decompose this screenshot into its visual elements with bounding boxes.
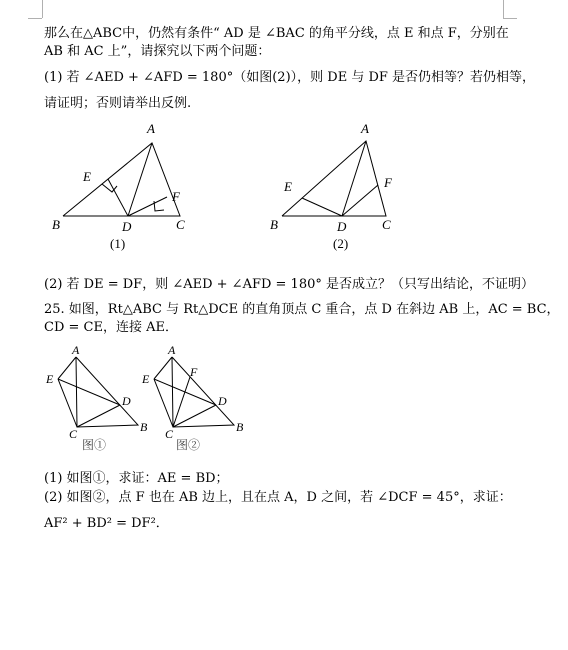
f4-label-a: A	[168, 343, 176, 357]
figure-circle-2	[128, 343, 248, 455]
figure-2	[265, 115, 435, 255]
problem-25: 25. 如图，Rt△ABC 与 Rt△DCE 的直角顶点 C 重合，点 D 在斜边 AB 上，AC = BC，	[44, 302, 560, 317]
f1-label-f: F	[172, 189, 180, 204]
figure-1	[40, 115, 210, 255]
corner-mark-right	[503, 0, 504, 18]
f3-caption: 图①	[82, 438, 107, 452]
corner-mark-left	[42, 0, 43, 18]
f2-label-d: D	[337, 219, 347, 234]
subquestion-2: (2) 如图②，点 F 也在 AB 边上，且在点 A，D 之间，若 ∠DCF = 45°，求证：	[44, 490, 512, 505]
text-line-1: 那么在△ABC中，仍然有条件“ AD 是 ∠BAC 的角平分线，点 E 和点 F，分别在	[44, 26, 509, 41]
f1-label-e: E	[83, 169, 91, 184]
f4-label-b: B	[236, 420, 244, 434]
question-1: (1) 若 ∠AED + ∠AFD = 180°（如图(2)），则 DE 与 DF 是否仍相等？若仍相等，	[44, 70, 536, 85]
f2-label-b: B	[270, 217, 278, 232]
f1-label-d: D	[122, 219, 132, 234]
f3-label-d: D	[122, 394, 131, 408]
f1-label-b: B	[52, 217, 60, 232]
corner-mark-left-h	[28, 18, 42, 19]
text-line-7: CD = CE，连接 AE．	[44, 320, 178, 335]
text-line-2: AB 和 AC 上”，请探究以下两个问题：	[44, 44, 271, 59]
text-line-4: 请证明；否则请举出反例.	[44, 96, 192, 111]
f1-label-a: A	[147, 121, 155, 136]
text-line-10: AF² + BD² = DF²．	[44, 516, 169, 531]
f3-label-c: C	[69, 427, 78, 441]
f4-label-c: C	[165, 427, 174, 441]
question-2: (2) 若 DE = DF，则 ∠AED + ∠AFD = 180° 是否成立？（只写出结论，不证明）	[44, 277, 535, 292]
f4-label-d: D	[218, 394, 227, 408]
f4-label-e: E	[142, 372, 150, 386]
f2-caption: (2)	[333, 236, 349, 251]
f4-label-f: F	[190, 365, 198, 379]
f1-label-c: C	[176, 217, 185, 232]
f1-caption: (1)	[110, 236, 126, 251]
f2-label-e: E	[284, 179, 292, 194]
f2-label-a: A	[361, 121, 369, 136]
f3-label-b: B	[140, 420, 148, 434]
f3-label-a: A	[72, 343, 80, 357]
f4-caption: 图②	[176, 438, 201, 452]
f3-label-e: E	[46, 372, 54, 386]
corner-mark-right-h	[503, 18, 517, 19]
subquestion-1: (1) 如图①，求证：AE = BD；	[44, 471, 229, 486]
f2-label-f: F	[384, 175, 392, 190]
f2-label-c: C	[382, 217, 391, 232]
